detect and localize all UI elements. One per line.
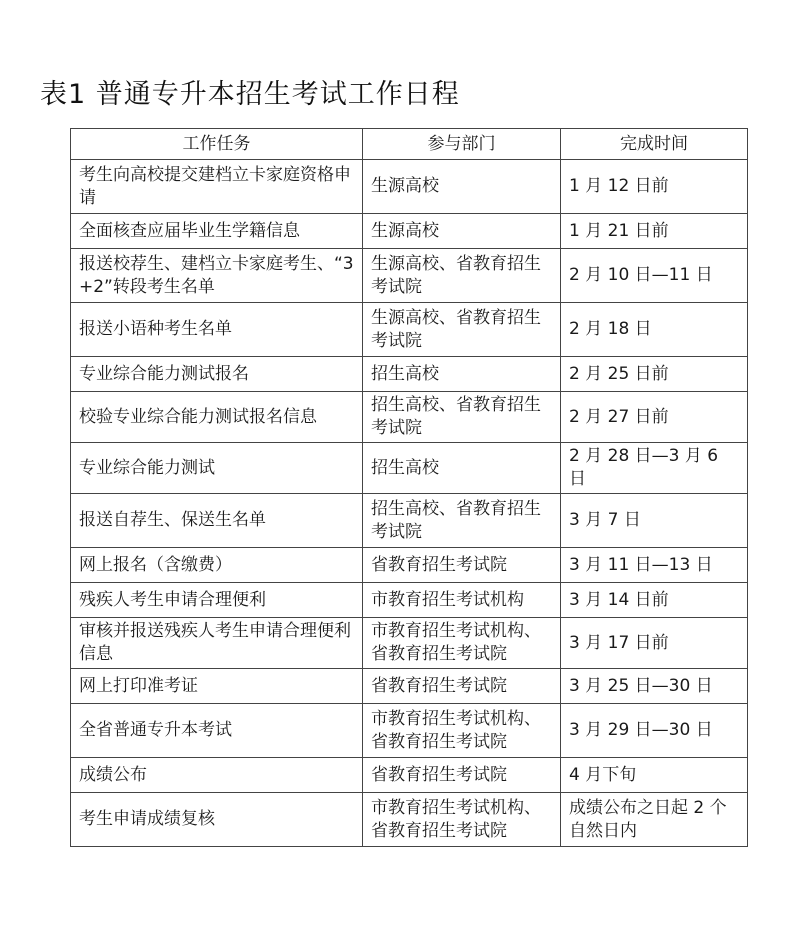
schedule-table — [70, 128, 748, 847]
cell-task: 校验专业综合能力测试报名信息 — [71, 392, 363, 443]
table-row — [71, 357, 748, 392]
cell-dept: 市教育招生考试机构、省教育招生考试院 — [363, 704, 561, 758]
table-row — [71, 160, 748, 214]
cell-dept: 招生高校、省教育招生考试院 — [363, 494, 561, 548]
cell-time: 3 月 29 日—30 日 — [561, 704, 748, 758]
table-row — [71, 704, 748, 758]
cell-task: 成绩公布 — [71, 758, 363, 793]
table-row — [71, 249, 748, 303]
cell-dept: 省教育招生考试院 — [363, 548, 561, 583]
cell-time: 4 月下旬 — [561, 758, 748, 793]
cell-time: 3 月 11 日—13 日 — [561, 548, 748, 583]
cell-dept: 省教育招生考试院 — [363, 758, 561, 793]
table-row — [71, 303, 748, 357]
cell-time: 2 月 18 日 — [561, 303, 748, 357]
cell-dept: 生源高校 — [363, 214, 561, 249]
table-row — [71, 494, 748, 548]
cell-time: 3 月 14 日前 — [561, 583, 748, 618]
cell-dept: 生源高校、省教育招生考试院 — [363, 303, 561, 357]
table-row — [71, 793, 748, 847]
table-row — [71, 548, 748, 583]
cell-dept: 市教育招生考试机构 — [363, 583, 561, 618]
cell-dept: 生源高校 — [363, 160, 561, 214]
cell-time: 成绩公布之日起 2 个自然日内 — [561, 793, 748, 847]
cell-task: 残疾人考生申请合理便利 — [71, 583, 363, 618]
cell-dept: 招生高校 — [363, 357, 561, 392]
cell-time: 1 月 21 日前 — [561, 214, 748, 249]
cell-dept: 招生高校、省教育招生考试院 — [363, 392, 561, 443]
cell-task: 考生申请成绩复核 — [71, 793, 363, 847]
page-title: 表1 普通专升本招生考试工作日程 — [40, 79, 460, 110]
table-row — [71, 758, 748, 793]
cell-time: 1 月 12 日前 — [561, 160, 748, 214]
table-row — [71, 669, 748, 704]
table-row — [71, 443, 748, 494]
cell-task: 报送小语种考生名单 — [71, 303, 363, 357]
cell-task: 考生向高校提交建档立卡家庭资格申请 — [71, 160, 363, 214]
cell-task: 审核并报送残疾人考生申请合理便利信息 — [71, 618, 363, 669]
cell-time: 2 月 28 日—3 月 6 日 — [561, 443, 748, 494]
table-header-row — [71, 129, 748, 160]
header-task: 工作任务 — [71, 129, 363, 160]
table-row — [71, 214, 748, 249]
header-time: 完成时间 — [561, 129, 748, 160]
cell-task: 专业综合能力测试 — [71, 443, 363, 494]
cell-time: 2 月 25 日前 — [561, 357, 748, 392]
cell-task: 网上报名（含缴费） — [71, 548, 363, 583]
cell-task: 全面核查应届毕业生学籍信息 — [71, 214, 363, 249]
cell-time: 2 月 10 日—11 日 — [561, 249, 748, 303]
cell-task: 专业综合能力测试报名 — [71, 357, 363, 392]
header-dept: 参与部门 — [363, 129, 561, 160]
cell-dept: 省教育招生考试院 — [363, 669, 561, 704]
cell-time: 3 月 25 日—30 日 — [561, 669, 748, 704]
cell-time: 2 月 27 日前 — [561, 392, 748, 443]
table-row — [71, 618, 748, 669]
cell-dept: 市教育招生考试机构、省教育招生考试院 — [363, 793, 561, 847]
cell-task: 报送自荐生、保送生名单 — [71, 494, 363, 548]
cell-task: 报送校荐生、建档立卡家庭考生、“3+2”转段考生名单 — [71, 249, 363, 303]
cell-task: 网上打印准考证 — [71, 669, 363, 704]
table-row — [71, 583, 748, 618]
cell-time: 3 月 7 日 — [561, 494, 748, 548]
cell-task: 全省普通专升本考试 — [71, 704, 363, 758]
cell-time: 3 月 17 日前 — [561, 618, 748, 669]
cell-dept: 生源高校、省教育招生考试院 — [363, 249, 561, 303]
cell-dept: 市教育招生考试机构、省教育招生考试院 — [363, 618, 561, 669]
table-row — [71, 392, 748, 443]
cell-dept: 招生高校 — [363, 443, 561, 494]
